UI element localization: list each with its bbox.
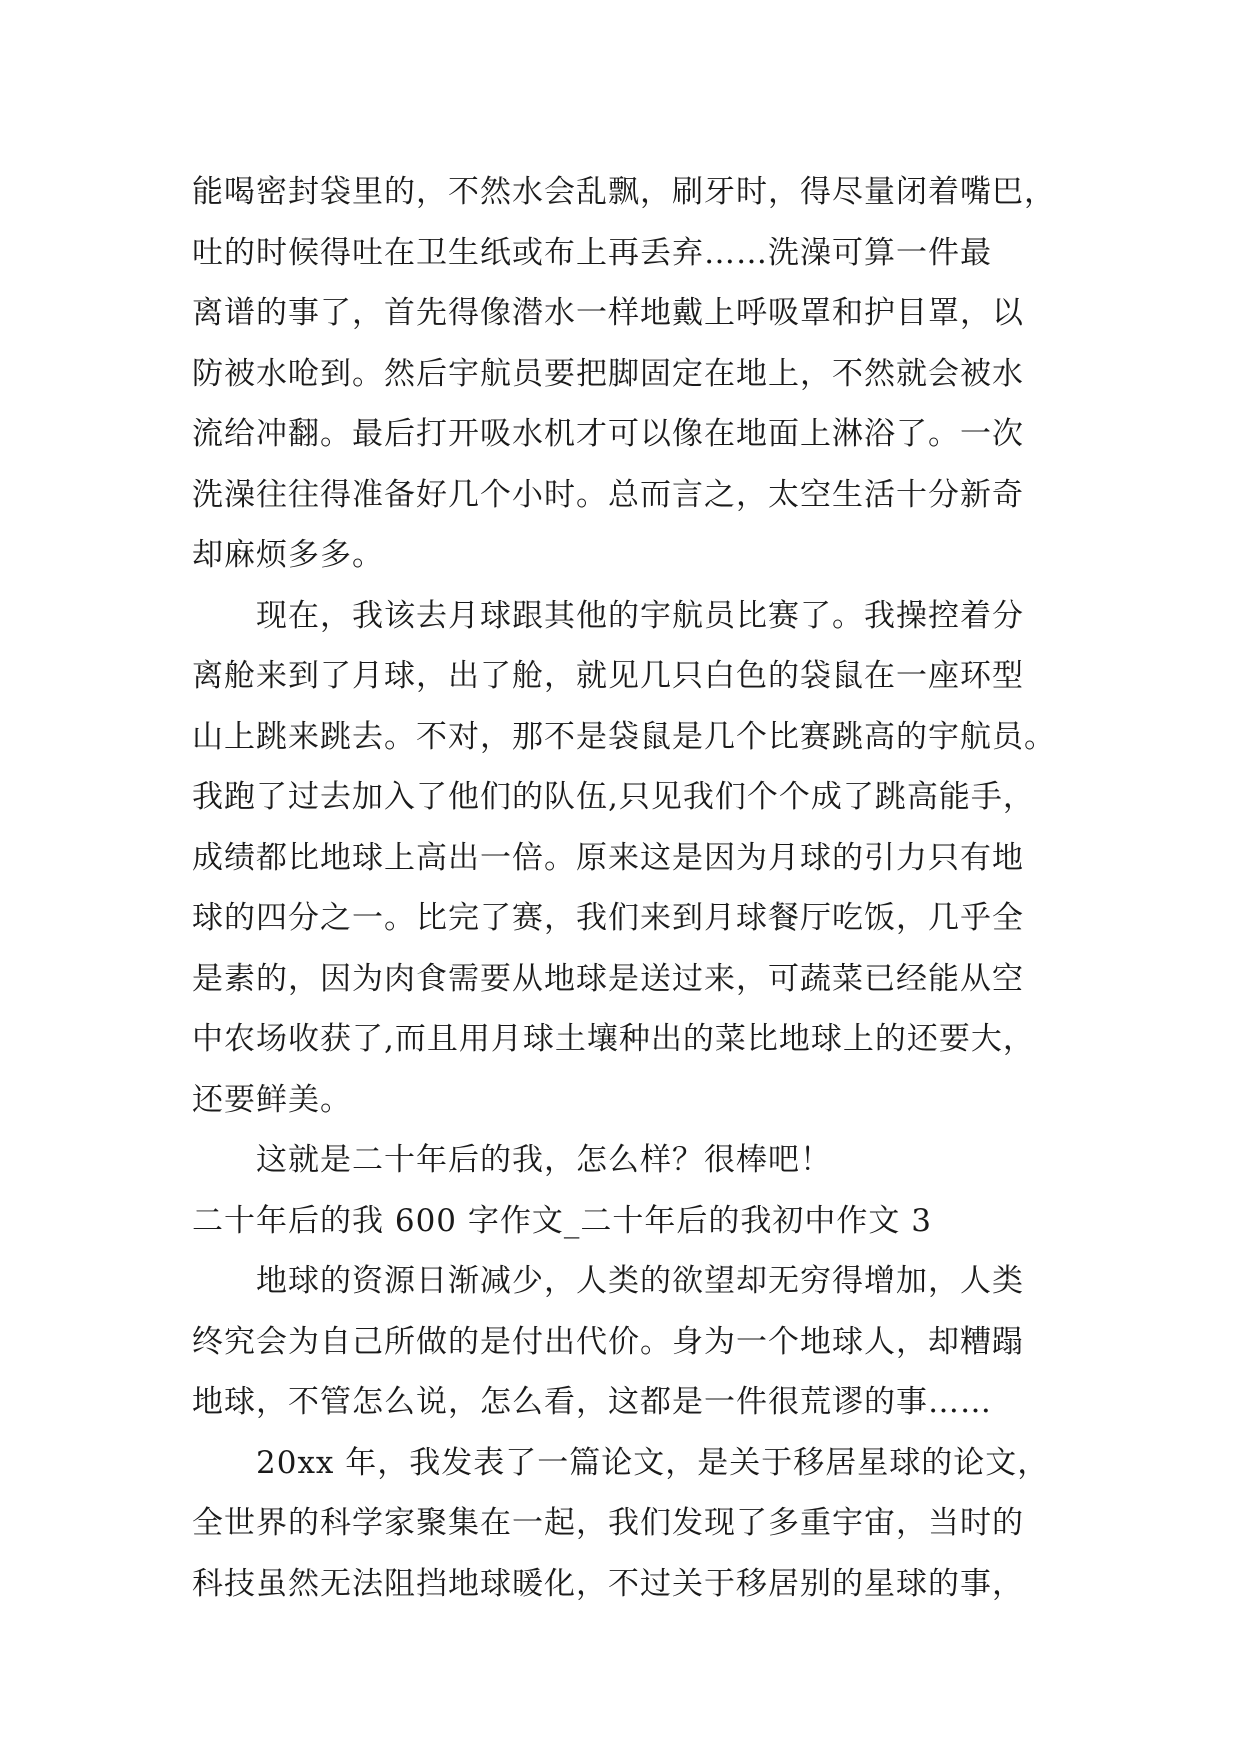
text-line: 洗澡往往得准备好几个小时。总而言之，太空生活十分新奇 (192, 476, 1024, 513)
paragraph-start-line: 这就是二十年后的我，怎么样？很棒吧！ (256, 1142, 832, 1178)
text-line: 流给冲翻。最后打开吸水机才可以像在地面上淋浴了。一次 (192, 416, 1024, 452)
text-line: 全世界的科学家聚集在一起，我们发现了多重宇宙，当时的 (192, 1505, 1024, 1541)
text-line: 能喝密封袋里的，不然水会乱飘，刷牙时，得尽量闭着嘴巴， (192, 174, 1056, 210)
paragraph-start-line: 地球的资源日渐减少，人类的欲望却无穷得增加，人类 (256, 1263, 1024, 1299)
text-line: 山上跳来跳去。不对，那不是袋鼠是几个比赛跳高的宇航员。 (192, 718, 1056, 755)
text-line: 我跑了过去加入了他们的队伍,只见我们个个成了跳高能手， (192, 779, 1035, 815)
text-line: 离谱的事了，首先得像潜水一样地戴上呼吸罩和护目罩，以 (192, 295, 1024, 331)
text-line: 防被水呛到。然后宇航员要把脚固定在地上，不然就会被水 (192, 355, 1024, 392)
text-line: 却麻烦多多。 (192, 537, 384, 573)
text-line: 地球，不管怎么说，怎么看，这都是一件很荒谬的事…… (192, 1384, 992, 1420)
paragraph-start-line: 20xx 年，我发表了一篇论文，是关于移居星球的论文， (256, 1444, 1050, 1481)
text-line: 科技虽然无法阻挡地球暖化，不过关于移居别的星球的事， (192, 1565, 1024, 1602)
section-heading: 二十年后的我 600 字作文_二十年后的我初中作文 3 (192, 1202, 932, 1239)
text-line: 终究会为自己所做的是付出代价。身为一个地球人，却糟蹋 (192, 1323, 1024, 1360)
text-line: 中农场收获了,而且用月球土壤种出的菜比地球上的还要大， (192, 1021, 1035, 1057)
text-line: 球的四分之一。比完了赛，我们来到月球餐厅吃饭，几乎全 (192, 900, 1024, 936)
text-line: 成绩都比地球上高出一倍。原来这是因为月球的引力只有地 (192, 839, 1024, 876)
text-line: 还要鲜美。 (192, 1081, 352, 1118)
text-line: 吐的时候得吐在卫生纸或布上再丢弃……洗澡可算一件最 (192, 234, 992, 271)
text-line: 离舱来到了月球，出了舱，就见几只白色的袋鼠在一座环型 (192, 658, 1024, 694)
text-line: 是素的，因为肉食需要从地球是送过来，可蔬菜已经能从空 (192, 960, 1024, 997)
paragraph-start-line: 现在，我该去月球跟其他的宇航员比赛了。我操控着分 (256, 597, 1024, 634)
document-body (192, 162, 1072, 1614)
